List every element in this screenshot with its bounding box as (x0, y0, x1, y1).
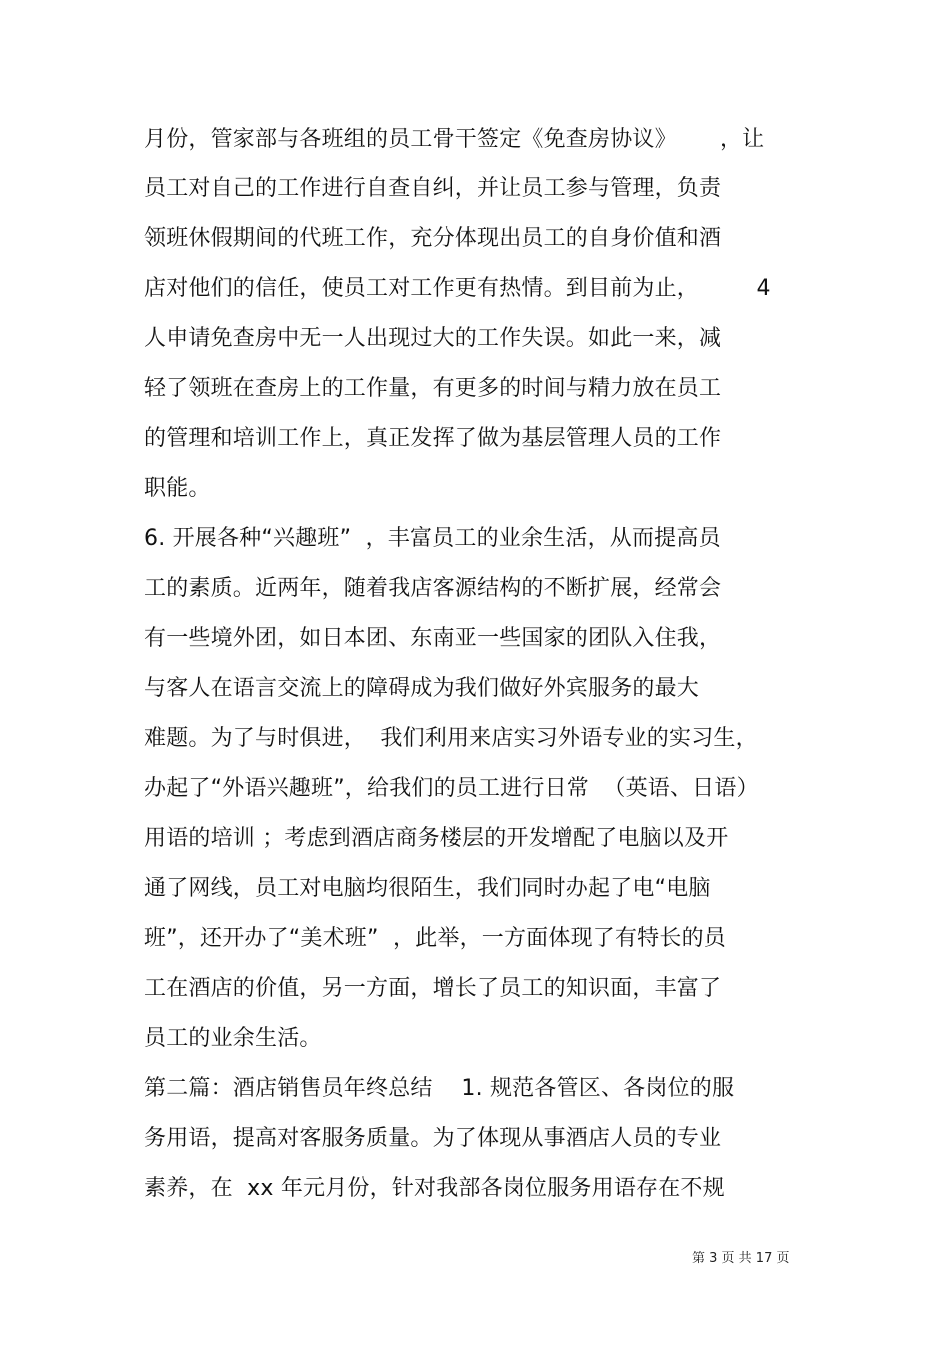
text-line: 月份，管家部与各班组的员工骨干签定《免查房协议》 ，让 (144, 127, 765, 152)
text-line: 用语的培训 ；考虑到酒店商务楼层的开发增配了电脑以及开 (144, 826, 729, 851)
text-line: 员工的业余生活。 (144, 1026, 322, 1051)
page-number-footer: 第 3 页 共 17 页 (692, 1251, 790, 1266)
text-line: 务用语，提高对客服务质量。为了体现从事酒店人员的专业 (144, 1126, 722, 1151)
text-line: 员工对自己的工作进行自查自纠，并让员工参与管理，负责 (144, 176, 722, 201)
text-line: 通了网线，员工对电脑均很陌生，我们同时办起了电“电脑 (144, 876, 711, 901)
text-line: 有一些境外团，如日本团、东南亚一些国家的团队入住我， (144, 626, 722, 651)
text-line: 轻了领班在查房上的工作量，有更多的时间与精力放在员工 (144, 376, 722, 401)
text-line: 工的素质。近两年，随着我店客源结构的不断扩展，经常会 (144, 576, 722, 601)
text-line: 工在酒店的价值，另一方面，增长了员工的知识面，丰富了 (144, 976, 722, 1001)
text-line: 领班休假期间的代班工作，充分体现出员工的自身价值和酒 (144, 226, 722, 251)
text-line: 第二篇：酒店销售员年终总结 1. 规范各管区、各岗位的服 (144, 1076, 735, 1101)
text-line: 人申请免查房中无一人出现过大的工作失误。如此一来，减 (144, 326, 722, 351)
text-line: 店对他们的信任，使员工对工作更有热情。到目前为止， 4 (144, 276, 771, 301)
text-line: 难题。为了与时俱进， 我们利用来店实习外语专业的实习生， (144, 726, 758, 751)
text-line: 办起了“外语兴趣班”，给我们的员工进行日常 （英语、日语） (144, 776, 759, 801)
text-line: 与客人在语言交流上的障碍成为我们做好外宾服务的最大 (144, 676, 700, 701)
text-line: 的管理和培训工作上，真正发挥了做为基层管理人员的工作 (144, 426, 722, 451)
text-line: 班”，还开办了“美术班” ，此举，一方面体现了有特长的员 (144, 926, 726, 951)
text-line: 职能。 (144, 476, 211, 501)
text-line: 素养，在 xx 年元月份，针对我部各岗位服务用语存在不规 (144, 1176, 725, 1201)
text-line: 6. 开展各种“兴趣班” ，丰富员工的业余生活，从而提高员 (144, 526, 721, 551)
